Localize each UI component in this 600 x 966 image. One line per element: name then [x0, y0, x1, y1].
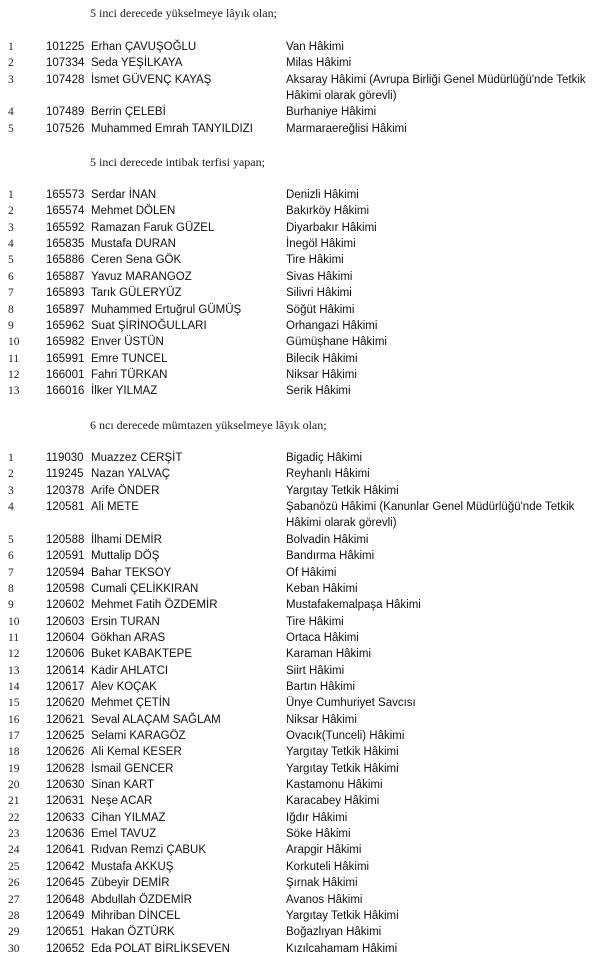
sicil-number: 120649 — [46, 909, 85, 922]
list-item — [0, 565, 600, 581]
sicil-number: 165991 — [46, 352, 85, 365]
sicil-number: 107334 — [46, 57, 85, 70]
sicil-number: 107526 — [46, 122, 85, 135]
person-name: İlker YILMAZ — [91, 385, 158, 398]
list-item — [0, 203, 600, 219]
duty-station: Bigadiç Hâkimi — [286, 452, 363, 464]
list-item — [0, 532, 600, 548]
person-name: Hakan ÖZTÜRK — [91, 926, 175, 939]
sicil-number: 107489 — [46, 106, 85, 119]
entry-number: 1 — [8, 189, 14, 201]
person-name: Alev KOÇAK — [91, 680, 157, 693]
person-name: Mustafa AKKUŞ — [91, 860, 174, 873]
entry-number: 2 — [8, 57, 14, 70]
entry-number: 10 — [8, 615, 20, 628]
list-item — [0, 663, 600, 679]
duty-station: Yargıtay Tetkik Hâkimi — [286, 484, 399, 497]
person-name: Ramazan Faruk GÜZEL — [91, 221, 215, 234]
sicil-number: 120633 — [46, 811, 85, 824]
list-item — [0, 318, 600, 334]
duty-station: Diyarbakır Hâkimi — [286, 221, 377, 234]
entry-number: 25 — [8, 860, 20, 873]
duty-station: Orhangazi Hâkimi — [286, 319, 378, 332]
entry-number: 9 — [8, 319, 14, 332]
duty-station: Burhaniye Hâkimi — [286, 106, 377, 119]
sicil-number: 120626 — [46, 746, 85, 759]
sicil-number: 120604 — [46, 631, 85, 644]
duty-station: Avanos Hâkimi — [286, 893, 363, 906]
list-item — [0, 104, 600, 120]
duty-station: Ünye Cumhuriyet Savcısı — [286, 697, 416, 710]
person-name: Yavuz MARANGOZ — [91, 270, 192, 283]
sicil-number: 120648 — [46, 893, 85, 906]
list-item — [0, 875, 600, 891]
duty-station: Niksar Hâkimi — [286, 713, 357, 726]
duty-station: Yargıtay Tetkik Hâkimi — [286, 909, 399, 922]
entry-number: 12 — [8, 368, 20, 381]
list-item — [0, 450, 600, 466]
sicil-number: 120378 — [46, 484, 85, 497]
person-name: Ceren Sena GÖK — [91, 254, 182, 267]
sicil-number: 165897 — [46, 303, 85, 316]
person-name: Abdullah ÖZDEMİR — [91, 893, 192, 906]
list-item — [0, 695, 600, 711]
list-item — [0, 367, 600, 383]
person-name: Nazan YALVAÇ — [91, 468, 171, 481]
list-item — [0, 302, 600, 318]
person-name: Berrin ÇELEBİ — [91, 106, 166, 119]
entry-number: 12 — [8, 648, 20, 661]
sicil-number: 120651 — [46, 926, 85, 939]
person-name: Erhan ÇAVUŞOĞLU — [91, 41, 197, 53]
person-name: Emre TUNCEL — [91, 352, 168, 365]
list-item — [0, 269, 600, 285]
person-name: Buket KABAKTEPE — [91, 648, 192, 661]
list-item — [0, 793, 600, 809]
entry-number: 29 — [8, 926, 20, 939]
list-item — [0, 285, 600, 301]
sicil-number: 120645 — [46, 877, 85, 890]
person-name: Sinan KART — [91, 779, 155, 791]
list-item — [0, 466, 600, 482]
duty-station: Şabanözü Hâkimi (Kanunlar Genel Müdürlüğü'nde Tetkik Hâkimi olarak görevli) — [286, 501, 575, 530]
entry-number: 24 — [8, 844, 20, 857]
entry-number: 3 — [8, 484, 14, 497]
sicil-number: 120620 — [46, 697, 85, 710]
list-item — [0, 187, 600, 203]
entry-number: 17 — [8, 730, 20, 742]
person-name: Ali METE — [91, 501, 139, 514]
person-name: Mehmet Fatih ÖZDEMİR — [91, 599, 218, 612]
entry-number: 2 — [8, 468, 14, 481]
entry-number: 26 — [8, 877, 20, 890]
person-name: Muttalip DÖŞ — [91, 550, 160, 563]
list-item — [0, 614, 600, 630]
entry-number: 6 — [8, 550, 14, 563]
list-item — [0, 728, 600, 744]
entry-number: 1 — [8, 41, 14, 53]
list-item — [0, 630, 600, 646]
person-name: İsmet GÜVENÇ KAYAŞ — [91, 73, 212, 86]
list-item — [0, 39, 600, 55]
person-name: Serdar İNAN — [91, 189, 157, 201]
duty-station: Şırnak Hâkimi — [286, 877, 358, 890]
duty-station: Yargıtay Tetkik Hâkimi — [286, 746, 399, 759]
duty-station: Bilecik Hâkimi — [286, 352, 358, 365]
person-name: Mihriban DİNCEL — [91, 909, 181, 922]
sicil-number: 165574 — [46, 205, 85, 218]
entry-number: 6 — [8, 270, 14, 283]
section-heading: 5 inci derecede intibak terfisi yapan; — [90, 155, 265, 169]
entry-number: 8 — [8, 582, 14, 595]
duty-station: Aksaray Hâkimi (Avrupa Birliği Genel Müdürlüğü'nde Tetkik Hâkimi olarak görevli) — [286, 73, 586, 102]
duty-station: Niksar Hâkimi — [286, 368, 357, 381]
list-item — [0, 761, 600, 777]
sicil-number: 120641 — [46, 844, 85, 857]
entry-number: 18 — [8, 746, 20, 759]
list-item — [0, 236, 600, 252]
sicil-number: 166001 — [46, 368, 85, 381]
entry-number: 11 — [8, 631, 20, 644]
person-name: Muazzez CERŞİT — [91, 452, 183, 464]
list-item — [0, 581, 600, 597]
duty-station: Arapgir Hâkimi — [286, 844, 362, 857]
sicil-number: 166016 — [46, 385, 85, 398]
list-item — [0, 220, 600, 236]
list-item — [0, 908, 600, 924]
list-item — [0, 548, 600, 564]
entry-number: 7 — [8, 287, 14, 300]
duty-station: Marmaraereğlisi Hâkimi — [286, 122, 407, 135]
sicil-number: 120628 — [46, 762, 85, 775]
sicil-number: 120602 — [46, 599, 85, 612]
sicil-number: 119030 — [46, 452, 84, 464]
duty-station: Van Hâkimi — [286, 41, 344, 53]
entry-number: 13 — [8, 385, 20, 398]
list-item — [0, 55, 600, 71]
sicil-number: 120603 — [46, 615, 85, 628]
person-name: Suat ŞİRİNOĞULLARI — [91, 319, 207, 332]
list-item — [0, 924, 600, 940]
duty-station: Denizli Hâkimi — [286, 189, 359, 201]
list-item — [0, 810, 600, 826]
entry-number: 19 — [8, 762, 20, 775]
sicil-number: 101225 — [46, 41, 85, 53]
person-name: Rıdvan Remzi ÇABUK — [91, 844, 207, 857]
sicil-number: 120591 — [46, 550, 85, 563]
person-name: Neşe ACAR — [91, 795, 153, 808]
duty-station: İnegöl Hâkimi — [286, 238, 356, 250]
entry-number: 4 — [8, 106, 14, 119]
duty-station: Karacabey Hâkimi — [286, 795, 380, 808]
entry-number: 3 — [8, 221, 14, 234]
person-name: Kadir AHLATCI — [91, 664, 169, 677]
duty-station: Serik Hâkimi — [286, 385, 351, 398]
sicil-number: 120631 — [46, 795, 85, 808]
list-item — [0, 72, 600, 102]
sicil-number: 120625 — [46, 730, 85, 742]
entry-number: 23 — [8, 828, 20, 841]
duty-station: Bakırköy Hâkimi — [286, 205, 370, 218]
list-item — [0, 334, 600, 350]
entry-number: 7 — [8, 566, 14, 579]
person-name: Enver ÜSTÜN — [91, 336, 164, 349]
entry-number: 3 — [8, 73, 14, 86]
entry-number: 4 — [8, 238, 14, 250]
entry-number: 20 — [8, 779, 20, 791]
duty-station: Tire Hâkimi — [286, 615, 344, 628]
sicil-number: 120594 — [46, 566, 85, 579]
duty-station: Gümüşhane Hâkimi — [286, 336, 387, 349]
entry-number: 27 — [8, 893, 20, 906]
duty-station: Bartın Hâkimi — [286, 680, 356, 693]
list-item — [0, 121, 600, 137]
entry-number: 2 — [8, 205, 14, 218]
list-item — [0, 252, 600, 268]
list-item — [0, 351, 600, 367]
sicil-number: 120652 — [46, 942, 85, 955]
person-name: Cihan YILMAZ — [91, 811, 166, 824]
duty-station: Iğdır Hâkimi — [286, 811, 348, 824]
duty-station: Silivri Hâkimi — [286, 287, 352, 300]
sicil-number: 165592 — [46, 221, 85, 234]
person-name: Mehmet ÇETİN — [91, 697, 171, 710]
person-name: Arife ÖNDER — [91, 484, 160, 497]
duty-station: Keban Hâkimi — [286, 582, 358, 595]
duty-station: Siirt Hâkimi — [286, 664, 345, 677]
list-item — [0, 712, 600, 728]
duty-station: Mustafakemalpaşa Hâkimi — [286, 599, 421, 612]
entry-number: 11 — [8, 352, 20, 365]
person-name: Gökhan ARAS — [91, 631, 166, 644]
person-name: Mehmet DÖLEN — [91, 205, 176, 218]
duty-station: Tire Hâkimi — [286, 254, 344, 267]
duty-station: Ovacık(Tunceli) Hâkimi — [286, 730, 405, 742]
entry-number: 5 — [8, 254, 14, 267]
list-item — [0, 597, 600, 613]
person-name: Seda YEŞİLKAYA — [91, 57, 183, 70]
duty-station: Kızılcahamam Hâkimi — [286, 942, 398, 955]
list-item — [0, 744, 600, 760]
sicil-number: 120642 — [46, 860, 85, 873]
entry-number: 21 — [8, 795, 20, 808]
person-name: Selami KARAGÖZ — [91, 730, 186, 742]
entry-number: 14 — [8, 680, 20, 693]
person-name: Fahri TÜRKAN — [91, 368, 168, 381]
list-item — [0, 483, 600, 499]
sicil-number: 120606 — [46, 648, 85, 661]
duty-station: Of Hâkimi — [286, 566, 337, 579]
section-heading: 5 inci derecede yükselmeye lâyık olan; — [90, 6, 277, 20]
duty-station: Söğüt Hâkimi — [286, 303, 355, 316]
person-name: Cumali ÇELİKKIRAN — [91, 582, 199, 595]
sicil-number: 120614 — [46, 664, 85, 677]
entry-number: 5 — [8, 122, 14, 135]
list-item — [0, 646, 600, 662]
sicil-number: 165573 — [46, 189, 85, 201]
duty-station: Korkuteli Hâkimi — [286, 860, 370, 873]
duty-station: Reyhanlı Hâkimi — [286, 468, 370, 481]
sicil-number: 120617 — [46, 680, 85, 693]
list-item — [0, 826, 600, 842]
entry-number: 1 — [8, 452, 14, 464]
duty-station: Sivas Hâkimi — [286, 270, 353, 283]
person-name: Muhammed Emrah TANYILDIZI — [91, 122, 253, 135]
entry-number: 13 — [8, 664, 20, 677]
list-item — [0, 383, 600, 399]
person-name: Mustafa DURAN — [91, 238, 176, 250]
sicil-number: 165886 — [46, 254, 85, 267]
person-name: Ali Kemal KESER — [91, 746, 182, 759]
sicil-number: 165982 — [46, 336, 85, 349]
entry-number: 8 — [8, 303, 14, 316]
entry-number: 4 — [8, 501, 14, 514]
person-name: Zübeyir DEMİR — [91, 877, 170, 890]
person-name: Emel TAVUZ — [91, 828, 157, 841]
list-item — [0, 499, 600, 530]
entry-number: 22 — [8, 811, 20, 824]
sicil-number: 120621 — [46, 713, 85, 726]
duty-station: Kastamonu Hâkimi — [286, 779, 383, 791]
person-name: Muhammed Ertuğrul GÜMÜŞ — [91, 303, 242, 316]
entry-number: 9 — [8, 599, 14, 612]
sicil-number: 165835 — [46, 238, 85, 250]
list-item — [0, 859, 600, 875]
sicil-number: 119245 — [46, 468, 84, 481]
duty-station: Boğazlıyan Hâkimi — [286, 926, 382, 939]
person-name: Tarık GÜLERYÜZ — [91, 287, 182, 300]
list-item — [0, 777, 600, 793]
sicil-number: 165962 — [46, 319, 85, 332]
sicil-number: 120598 — [46, 582, 85, 595]
duty-station: Bandırma Hâkimi — [286, 550, 375, 563]
duty-station: Karaman Hâkimi — [286, 648, 371, 661]
sicil-number: 165887 — [46, 270, 85, 283]
list-item — [0, 941, 600, 957]
duty-station: Milas Hâkimi — [286, 57, 352, 70]
duty-station: Ortaca Hâkimi — [286, 631, 359, 644]
entry-number: 5 — [8, 533, 14, 546]
sicil-number: 120630 — [46, 779, 85, 791]
person-name: Bahar TEKSOY — [91, 566, 172, 579]
person-name: İlhami DEMİR — [91, 533, 162, 546]
entry-number: 30 — [8, 942, 20, 955]
duty-station: Söke Hâkimi — [286, 828, 351, 841]
list-item — [0, 679, 600, 695]
entry-number: 16 — [8, 713, 20, 726]
entry-number: 10 — [8, 336, 20, 349]
section-heading: 6 ncı derecede mümtazen yükselmeye lâyık olan; — [90, 418, 327, 432]
person-name: Seval ALAÇAM SAĞLAM — [91, 713, 221, 726]
sicil-number: 165893 — [46, 287, 85, 300]
sicil-number: 107428 — [46, 73, 85, 86]
list-item — [0, 892, 600, 908]
sicil-number: 120636 — [46, 828, 85, 841]
person-name: Ersin TURAN — [91, 615, 160, 628]
duty-station: Yargıtay Tetkik Hâkimi — [286, 762, 399, 775]
sicil-number: 120588 — [46, 533, 85, 546]
person-name: İsmail GENCER — [91, 762, 174, 775]
entry-number: 15 — [8, 697, 20, 710]
entry-number: 28 — [8, 909, 20, 922]
person-name: Eda POLAT BİRLİKSEVEN — [91, 942, 230, 955]
list-item — [0, 842, 600, 858]
duty-station: Bolvadin Hâkimi — [286, 533, 369, 546]
sicil-number: 120581 — [46, 501, 85, 514]
